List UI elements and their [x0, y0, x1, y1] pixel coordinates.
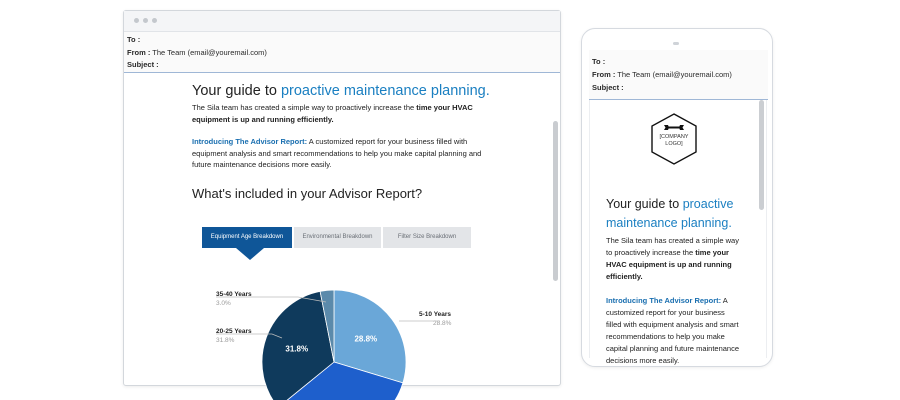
- pie-label-35-40: 35-40 Years: [216, 291, 252, 298]
- pie-data-label: 28.8%: [354, 334, 378, 344]
- window-controls: [134, 18, 157, 23]
- mobile-scroll-thumb[interactable]: [759, 100, 764, 210]
- mobile-content-column: [606, 195, 741, 367]
- pie-value-20-25: 31.8%: [216, 337, 235, 344]
- mobile-email-preview: [581, 28, 773, 367]
- mobile-email-body[interactable]: [589, 100, 767, 365]
- active-tab-pointer-icon: [236, 248, 264, 260]
- phone-speaker-icon: [673, 42, 679, 45]
- logo-text-line-1: [COMPANY: [659, 134, 689, 140]
- subject-label: Subject :: [127, 60, 159, 69]
- mobile-intro-bold-text: time your HVAC equipment is up and running efficiently.: [606, 248, 732, 281]
- intro-bold-text: time your HVAC equipment is up and running efficiently.: [192, 103, 473, 124]
- pie-data-label: 31.8%: [285, 344, 309, 354]
- desktop-scrollbar[interactable]: [553, 77, 558, 381]
- mobile-to-label: To :: [592, 57, 606, 66]
- mobile-heading-accent-text: proactive maintenance planning.: [606, 197, 734, 230]
- from-value: The Team (email@youremail.com): [152, 47, 267, 57]
- company-logo: [648, 112, 700, 166]
- wrench-icon: [664, 124, 684, 131]
- mobile-to-row: [592, 55, 768, 68]
- mobile-subject-row: [592, 81, 768, 94]
- tab-equipment-age[interactable]: Equipment Age Breakdown: [202, 227, 292, 248]
- email-header: [124, 32, 560, 73]
- intro-paragraph: [192, 102, 492, 125]
- section-heading: What's included in your Advisor Report?: [192, 185, 423, 201]
- to-label: To :: [127, 35, 141, 44]
- from-row: [127, 47, 557, 60]
- tab-filter-size[interactable]: Filter Size Breakdown: [383, 227, 471, 248]
- window-dot-icon[interactable]: [134, 18, 139, 23]
- from-label: From :: [127, 47, 151, 57]
- desktop-email-preview: [123, 10, 561, 386]
- window-dot-icon[interactable]: [152, 18, 157, 23]
- pie-leader-lines: [192, 283, 492, 343]
- mobile-intro-paragraph: [606, 235, 741, 283]
- mobile-subject-label: Subject :: [592, 83, 624, 92]
- report-tabs: [202, 227, 471, 248]
- pie-value-35-40: 3.0%: [216, 300, 231, 307]
- to-row: [127, 34, 557, 47]
- heading-text: Your guide to: [192, 83, 281, 99]
- email-heading: [192, 82, 492, 100]
- advisor-paragraph: [192, 136, 492, 171]
- mobile-advisor-text: A customized report for your business filled with equipment analysis and smart recommendations to help you make capital planning and future maintenance decisions more easily.: [606, 296, 740, 365]
- mobile-from-value: The Team (email@youremail.com): [617, 70, 732, 79]
- mobile-advisor-link[interactable]: Introducing The Advisor Report:: [606, 296, 722, 305]
- window-dot-icon[interactable]: [143, 18, 148, 23]
- tab-environmental[interactable]: Environmental Breakdown: [294, 227, 381, 248]
- advisor-text: A customized report for your business filled with equipment analysis and smart recommendations to help you make capital planning and future maintenance decisions more easily.: [192, 137, 482, 169]
- mobile-email-heading: [606, 195, 741, 233]
- pie-label-5-10: 5-10 Years: [419, 311, 452, 318]
- mobile-scrollbar[interactable]: [759, 100, 764, 358]
- pie-value-5-10: 28.8%: [433, 320, 452, 327]
- desktop-scroll-thumb[interactable]: [553, 121, 558, 281]
- advisor-link[interactable]: Introducing The Advisor Report:: [192, 137, 308, 146]
- mobile-intro-text: The Sila team has created a simple way to proactively increase the: [606, 236, 739, 257]
- logo-text-line-2: LOGO]: [665, 141, 683, 147]
- pie-label-20-25: 20-25 Years: [216, 328, 252, 335]
- mobile-from-row: [592, 68, 768, 81]
- mobile-email-header: [589, 50, 768, 100]
- subject-row: [127, 59, 557, 72]
- intro-text: The Sila team has created a simple way to proactively increase the: [192, 103, 417, 112]
- email-body[interactable]: [124, 73, 560, 385]
- window-titlebar: [124, 11, 560, 32]
- mobile-advisor-paragraph: [606, 295, 741, 367]
- mobile-heading-text: Your guide to: [606, 197, 683, 211]
- mobile-from-label: From :: [592, 70, 616, 79]
- heading-accent-text: proactive maintenance planning.: [280, 83, 490, 99]
